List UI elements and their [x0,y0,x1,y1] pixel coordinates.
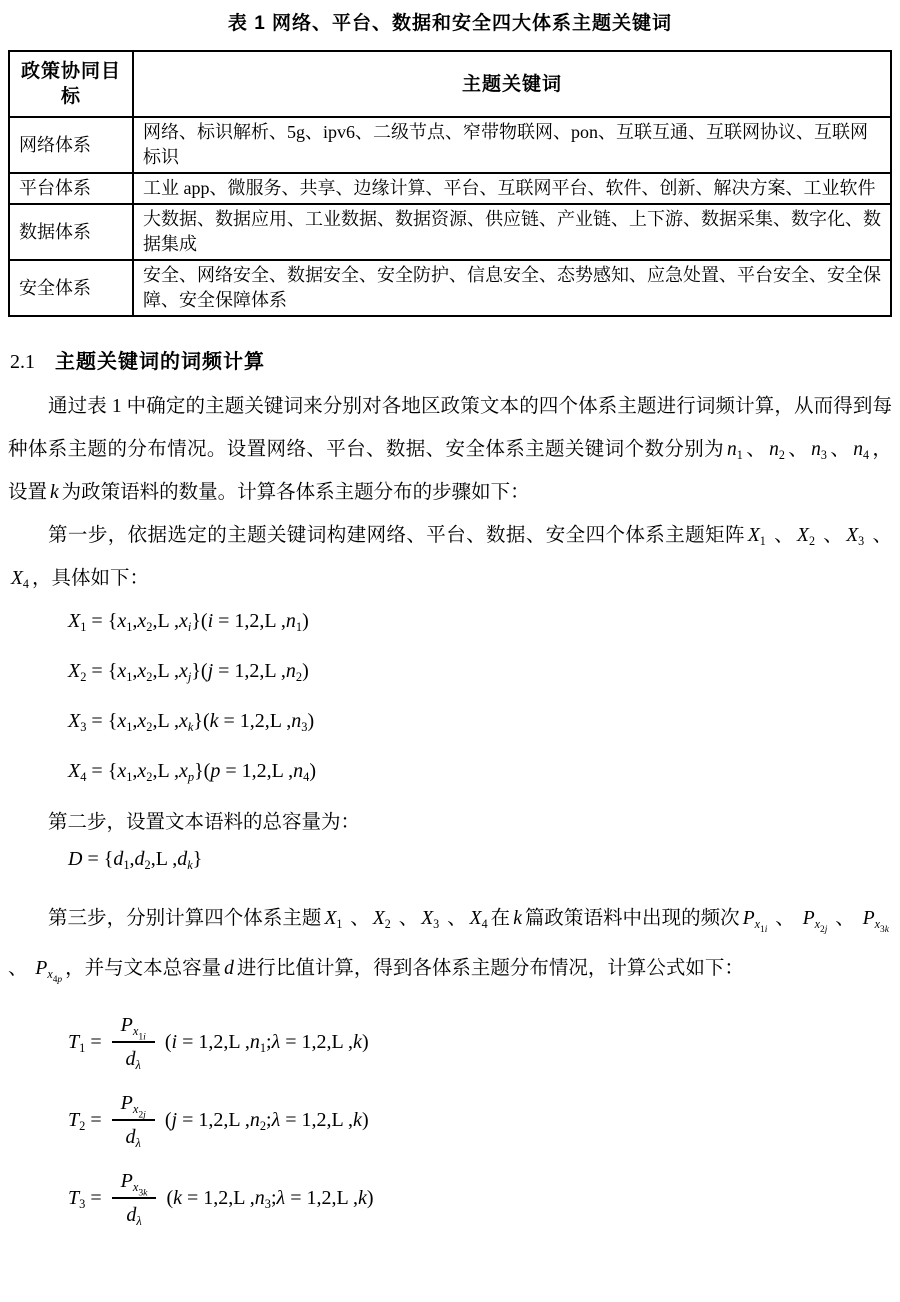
formula-d: $D = \{d_1,d_2,L$ $,d_k$} [68,848,203,872]
formula-t1: $T_1$ = $\frac{P_{x_{1i}}}{d_\lambda}$ (i = 1,2,L $,n_1;\lambda = 1,2,L$ ,k) [68,1014,369,1072]
table-caption: 表 1 网络、平台、数据和安全四大体系主题关键词 [227,13,673,34]
paragraph-step3: 第三步，分别计算四个体系主题 $X_1$ 、 $X_2$ 、 $X_3$ 、 $X_4$ 在 k 篇政策语料中出现的频次 $P_{x_{1i}}$ 、 $P_{x_{2j}}$ 、 $P_{x_{3k}}$ 、 $P_{x_{4p}}$，并与文本总容量 d 进行比值计算，得到各体系主题分布情况，计算公式如下： [8,908,889,986]
row-label: 网络体系 [9,117,133,173]
formula-x2: $X_2 = \{x_1,x_2,L$ $,x_j\}(j = 1,2,L$ $,n_2$) [68,660,309,684]
row-label: 安全体系 [9,260,133,316]
row-keywords: 网络、标识解析、5g、ipv6、二级节点、窄带物联网、pon、互联互通、互联网协议、互联网标识 [133,117,891,173]
row-keywords: 工业 app、微服务、共享、边缘计算、平台、互联网平台、软件、创新、解决方案、工业软件 [133,173,891,204]
section-number: 2.1 [10,351,35,373]
paragraph-step1: 第一步，依据选定的主题关键词构建网络、平台、数据、安全四个体系主题矩阵 $X_1$ 、 $X_2$ 、 $X_3$ 、$X_4$ ，具体如下： [11,525,892,591]
table-header-row [9,51,891,117]
formula-x3: $X_3 = \{x_1,x_2,L$ $,x_k\}(k = 1,2,L$ $,n_3$) [68,710,315,734]
table-row-platform [9,173,891,204]
row-keywords: 大数据、数据应用、工业数据、数据资源、供应链、产业链、上下游、数据采集、数字化、数据集成 [133,204,891,260]
paragraph-intro: 通过表 1 中确定的主题关键词来分别对各地区政策文本的四个体系主题进行词频计算，从而得到每种体系主题的分布情况。设置网络、平台、数据、安全体系主题关键词个数分别为 $n_1$ 、 $n_2$ 、 $n_3$ 、 $n_4$ ，设置 k 为政策语料的数量。计算各体系主题分布的步骤如下： [8,396,892,503]
formula-t3: $T_3$ = $\frac{P_{x_{3k}}}{d_\lambda}$ (k = 1,2,L $,n_3;\lambda = 1,2,L$ ,k) [68,1170,374,1228]
section-heading [10,349,892,375]
section-title: 主题关键词的词频计算 [55,351,265,373]
row-label: 平台体系 [9,173,133,204]
header-cell-policy-target: 政策协同目标 [9,51,133,117]
formula-x1: $X_1 = \{x_1,x_2,L$ $,x_i\}(i = 1,2,L$ $,n_1$) [68,610,309,634]
formula-x4: $X_4 = \{x_1,x_2,L$ $,x_p\}(p = 1,2,L$ $,n_4$) [68,760,316,784]
formula-t2: $T_2$ = $\frac{P_{x_{2j}}}{d_\lambda}$ (j = 1,2,L $,n_2;\lambda = 1,2,L$ ,k) [68,1092,369,1150]
keyword-table [8,50,892,317]
header-cell-keywords: 主题关键词 [133,51,891,117]
table-row-network [9,117,891,173]
table-row-data [9,204,891,260]
row-keywords: 安全、网络安全、数据安全、安全防护、信息安全、态势感知、应急处置、平台安全、安全保障、安全保障体系 [133,260,891,316]
row-label: 数据体系 [9,204,133,260]
table-row-security [9,260,891,316]
matrix-formulas [8,606,892,787]
paragraph-step2: 第二步，设置文本语料的总容量为： [48,812,361,833]
